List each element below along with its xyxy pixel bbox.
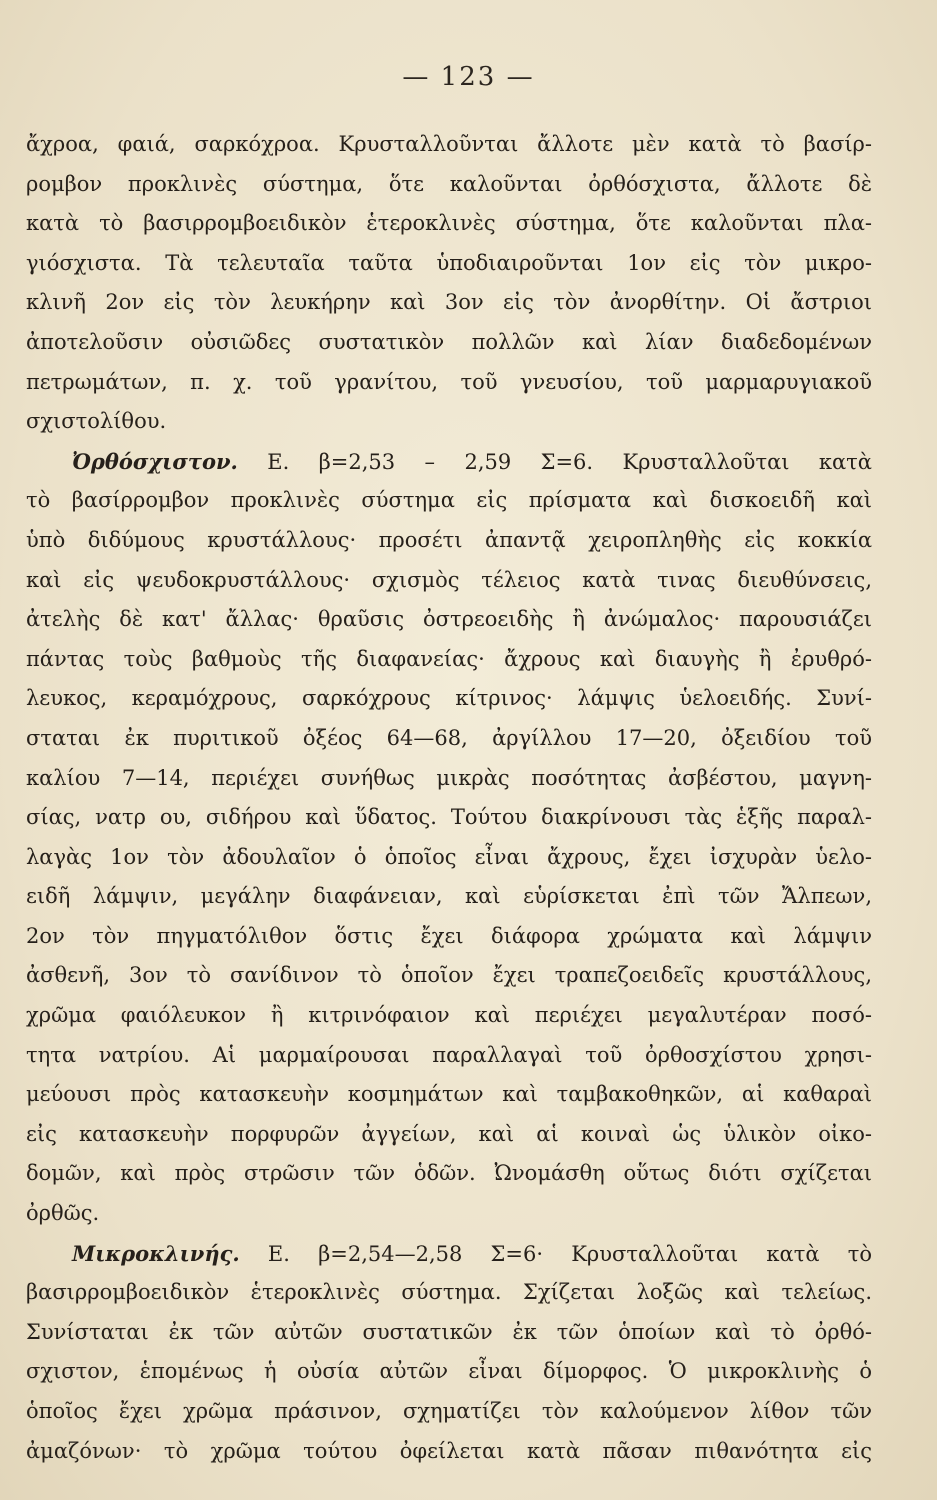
entry-heading-line xyxy=(26,1234,872,1274)
text-line: εἰς κατασκευὴν πορφυρῶν ἀγγείων, καὶ αἱ κοιναὶ ὡς ὑλικὸν οἰκο- xyxy=(26,1121,872,1146)
page-number: — 123 — xyxy=(402,62,535,92)
text-line: ἀσθενῆ, 3ον τὸ σανίδινον τὸ ὁποῖον ἔχει τραπεζοειδεῖς κρυστάλλους, xyxy=(26,963,872,988)
text-line: γιόσχιστα. Τὰ τελευταῖα ταῦτα ὑποδιαιροῦνται 1ον εἰς τὸν μικρο- xyxy=(26,250,872,275)
text-line: ἀτελὴς δὲ κατ' ἄλλας· θραῦσις ὀστρεοειδὴς ἢ ἀνώμαλος· παρουσιάζει xyxy=(26,607,872,632)
text-line: σταται ἐκ πυριτικοῦ ὀξέος 64—68, ἀργίλλου 17—20, ὀξειδίου τοῦ xyxy=(26,725,872,750)
text-line: σχιστον, ἑπομένως ἡ οὐσία αὐτῶν εἶναι δίμορφος. Ὁ μικροκλινὴς ὁ xyxy=(26,1359,872,1384)
text-line: καλίου 7—14, περιέχει συνήθως μικρὰς ποσότητας ἀσβέστου, μαγνη- xyxy=(26,765,872,790)
text-line: ρομβον προκλινὲς σύστημα, ὅτε καλοῦνται ὀρθόσχιστα, ἄλλοτε δὲ xyxy=(26,171,872,196)
text-line: πάντας τοὺς βαθμοὺς τῆς διαφανείας· ἄχρους καὶ διαυγὴς ἢ ἐρυθρό- xyxy=(26,646,872,671)
entry-term-orthoclase: Ὀρθόσχιστον. xyxy=(72,448,238,474)
entry-properties: Ε. β=2,53 – 2,59 Σ=6. Κρυσταλλοῦται κατὰ xyxy=(237,449,872,474)
text-line: χρῶμα φαιόλευκον ἢ κιτρινόφαιον καὶ περιέχει μεγαλυτέραν ποσό- xyxy=(26,1003,872,1028)
text-line: καὶ εἰς ψευδοκρυστάλλους· σχισμὸς τέλειος κατὰ τινας διευθύνσεις, xyxy=(26,567,872,592)
body-text xyxy=(26,125,872,1471)
text-line: λευκος, κεραμόχρους, σαρκόχρους κίτρινος· λάμψις ὑελοειδής. Συνί- xyxy=(26,686,872,711)
text-line: τητα νατρίου. Αἱ μαρμαίρουσαι παραλλαγαὶ τοῦ ὀρθοσχίστου χρησι- xyxy=(26,1042,872,1067)
entry-term-microcline: Μικροκλινής. xyxy=(72,1240,240,1266)
text-line: βασιρρομβοειδικὸν ἑτεροκλινὲς σύστημα. Σχίζεται λοξῶς καὶ τελείως. xyxy=(26,1280,872,1305)
text-line: τὸ βασίρρομβον προκλινὲς σύστημα εἰς πρίσματα καὶ δισκοειδῆ καὶ xyxy=(26,488,872,513)
text-line: πετρωμάτων, π. χ. τοῦ γρανίτου, τοῦ γνευσίου, τοῦ μαρμαρυγιακοῦ xyxy=(26,369,872,394)
text-line: ἀποτελοῦσιν οὐσιῶδες συστατικὸν πολλῶν καὶ λίαν διαδεδομένων xyxy=(26,329,872,354)
text-line: δομῶν, καὶ πρὸς στρῶσιν τῶν ὁδῶν. Ὠνομάσθη οὕτως διότι σχίζεται xyxy=(26,1161,872,1186)
text-line: σχιστολίθου. xyxy=(26,409,167,434)
text-line: σίας, νατρ ου, σιδήρου καὶ ὕδατος. Τούτου διακρίνουσι τὰς ἑξῆς παραλ- xyxy=(26,805,872,830)
text-line: ἄχροα, φαιά, σαρκόχροα. Κρυσταλλοῦνται ἄλλοτε μὲν κατὰ τὸ βασίρ- xyxy=(26,132,872,156)
text-line: κλινῆ 2ον εἰς τὸν λευκήρην καὶ 3ον εἰς τὸν ἀνορθίτην. Οἱ ἄστριοι xyxy=(26,290,872,315)
text-line: μεύουσι πρὸς κατασκευὴν κοσμημάτων καὶ ταμβακοθηκῶν, αἱ καθαραὶ xyxy=(26,1082,872,1107)
text-line: κατὰ τὸ βασιρρομβοειδικὸν ἑτεροκλινὲς σύστημα, ὅτε καλοῦνται πλα- xyxy=(26,211,872,236)
text-line: λαγὰς 1ον τὸν ἀδουλαῖον ὁ ὁποῖος εἶναι ἄχρους, ἔχει ἰσχυρὰν ὑελο- xyxy=(26,844,872,869)
entry-heading-line xyxy=(26,442,872,482)
text-line: ὑπὸ διδύμους κρυστάλλους· προσέτι ἀπαντᾷ χειροπληθὴς εἰς κοκκία xyxy=(26,527,872,552)
text-line: ειδῆ λάμψιν, μεγάλην διαφάνειαν, καὶ εὑρίσκεται ἐπὶ τῶν Ἄλπεων, xyxy=(26,884,872,909)
text-line: Συνίσταται ἐκ τῶν αὐτῶν συστατικῶν ἐκ τῶν ὁποίων καὶ τὸ ὀρθό- xyxy=(26,1319,872,1344)
text-line: 2ον τὸν πηγματόλιθον ὅστις ἔχει διάφορα χρώματα καὶ λάμψιν xyxy=(26,923,872,948)
entry-properties: Ε. β=2,54—2,58 Σ=6· Κρυσταλλοῦται κατὰ τὸ xyxy=(239,1241,872,1266)
text-line: ὁποῖος ἔχει χρῶμα πράσινον, σχηματίζει τὸν καλούμενον λίθον τῶν xyxy=(26,1399,872,1423)
text-line: ἀμαζόνων· τὸ χρῶμα τούτου ὀφείλεται κατὰ πᾶσαν πιθανότητα εἰς xyxy=(26,1438,872,1463)
text-line: ὀρθῶς. xyxy=(26,1201,100,1226)
